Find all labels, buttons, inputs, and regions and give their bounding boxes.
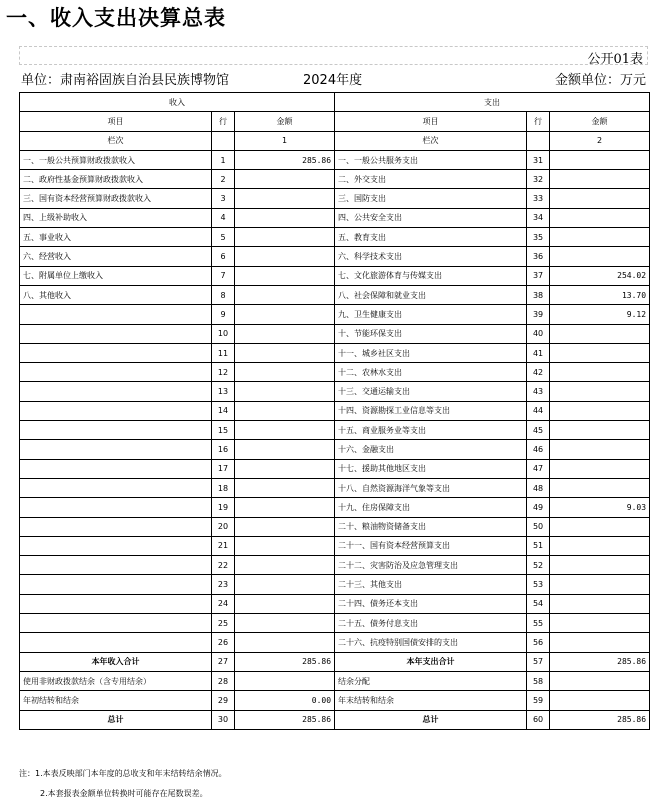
income-total-row-no: 27 — [212, 652, 235, 671]
income-row-no: 7 — [212, 266, 235, 285]
table-row — [20, 517, 650, 536]
expense-item: 四、公共安全支出 — [335, 208, 527, 227]
expense-item: 二十一、国有资本经营预算支出 — [335, 536, 527, 555]
income-amount — [235, 208, 335, 227]
table-row — [20, 305, 650, 324]
total-row — [20, 691, 650, 710]
expense-amount — [550, 478, 650, 497]
expense-row-no: 56 — [527, 633, 550, 652]
expense-item: 十三、交通运输支出 — [335, 382, 527, 401]
income-amount — [235, 556, 335, 575]
income-row-no: 14 — [212, 401, 235, 420]
income-row-no: 24 — [212, 594, 235, 613]
income-item: 七、附属单位上缴收入 — [20, 266, 212, 285]
income-amount — [235, 247, 335, 266]
income-item — [20, 575, 212, 594]
expense-section-header: 支出 — [335, 93, 650, 112]
income-row-no: 4 — [212, 208, 235, 227]
expense-total-amount — [550, 691, 650, 710]
expense-item: 二十六、抗疫特别国债安排的支出 — [335, 633, 527, 652]
expense-amount — [550, 247, 650, 266]
income-row-no: 10 — [212, 324, 235, 343]
income-item — [20, 556, 212, 575]
expense-amount-header: 金额 — [550, 112, 650, 131]
income-item — [20, 459, 212, 478]
expense-total-row-no: 57 — [527, 652, 550, 671]
expense-item: 七、文化旅游体育与传媒支出 — [335, 266, 527, 285]
expense-row-no: 50 — [527, 517, 550, 536]
expense-amount — [550, 633, 650, 652]
income-item — [20, 305, 212, 324]
table-row — [20, 459, 650, 478]
expense-item: 二十三、其他支出 — [335, 575, 527, 594]
expense-amount — [550, 170, 650, 189]
expense-amount: 9.03 — [550, 498, 650, 517]
income-total-amount: 285.86 — [235, 710, 335, 729]
expense-amount — [550, 150, 650, 169]
table-row — [20, 614, 650, 633]
amount-unit-label: 金额单位：万元 — [554, 73, 646, 88]
table-row — [20, 536, 650, 555]
expense-amount — [550, 382, 650, 401]
table-row — [20, 421, 650, 440]
expense-total-label: 年末结转和结余 — [335, 691, 527, 710]
expense-amount — [550, 575, 650, 594]
table-row — [20, 498, 650, 517]
income-item — [20, 478, 212, 497]
table-row — [20, 575, 650, 594]
page-title: 一、收入支出决算总表 — [6, 6, 226, 30]
expense-row-no: 38 — [527, 285, 550, 304]
income-item — [20, 401, 212, 420]
expense-item: 三、国防支出 — [335, 189, 527, 208]
income-col-index-1: 1 — [235, 131, 335, 150]
expense-item: 十八、自然资源海洋气象等支出 — [335, 478, 527, 497]
income-item: 四、上级补助收入 — [20, 208, 212, 227]
table-row — [20, 478, 650, 497]
expense-col-index-label: 栏次 — [335, 131, 527, 150]
income-item — [20, 382, 212, 401]
expense-row-no: 41 — [527, 343, 550, 362]
expense-row-no: 35 — [527, 228, 550, 247]
income-row-no: 3 — [212, 189, 235, 208]
income-row-no: 23 — [212, 575, 235, 594]
expense-item: 十七、援助其他地区支出 — [335, 459, 527, 478]
expense-col-index-2: 2 — [550, 131, 650, 150]
income-amount — [235, 382, 335, 401]
expense-row-no: 37 — [527, 266, 550, 285]
total-row — [20, 652, 650, 671]
income-total-amount — [235, 671, 335, 690]
income-item — [20, 324, 212, 343]
expense-row-header: 行 — [527, 112, 550, 131]
expense-amount: 13.70 — [550, 285, 650, 304]
income-item — [20, 363, 212, 382]
income-item: 六、经营收入 — [20, 247, 212, 266]
form-code: 公开01表 — [587, 52, 643, 67]
income-amount — [235, 478, 335, 497]
expense-amount — [550, 324, 650, 343]
expense-total-row-no: 58 — [527, 671, 550, 690]
income-total-label: 总计 — [20, 710, 212, 729]
income-row-no: 16 — [212, 440, 235, 459]
expense-amount — [550, 363, 650, 382]
income-total-row-no: 28 — [212, 671, 235, 690]
expense-amount — [550, 228, 650, 247]
income-amount — [235, 363, 335, 382]
total-row — [20, 671, 650, 690]
header-row-sections — [20, 93, 650, 112]
expense-row-no: 45 — [527, 421, 550, 440]
expense-total-label: 总计 — [335, 710, 527, 729]
income-item — [20, 440, 212, 459]
expense-row-no: 54 — [527, 594, 550, 613]
expense-item: 十二、农林水支出 — [335, 363, 527, 382]
expense-total-label: 本年支出合计 — [335, 652, 527, 671]
table-row — [20, 189, 650, 208]
income-amount — [235, 594, 335, 613]
expense-amount: 254.02 — [550, 266, 650, 285]
expense-row-no: 31 — [527, 150, 550, 169]
income-row-no: 5 — [212, 228, 235, 247]
income-item — [20, 343, 212, 362]
expense-row-no: 32 — [527, 170, 550, 189]
income-total-label: 本年收入合计 — [20, 652, 212, 671]
income-amount — [235, 575, 335, 594]
expense-amount — [550, 343, 650, 362]
expense-amount — [550, 459, 650, 478]
income-row-no: 19 — [212, 498, 235, 517]
expense-row-no: 51 — [527, 536, 550, 555]
expense-item: 八、社会保障和就业支出 — [335, 285, 527, 304]
income-row-no: 1 — [212, 150, 235, 169]
expense-item: 二十五、债务付息支出 — [335, 614, 527, 633]
expense-amount — [550, 614, 650, 633]
expense-item: 二十二、灾害防治及应急管理支出 — [335, 556, 527, 575]
income-item: 三、国有资本经营预算财政拨款收入 — [20, 189, 212, 208]
income-row-no: 6 — [212, 247, 235, 266]
expense-item: 十五、商业服务业等支出 — [335, 421, 527, 440]
income-row-no: 9 — [212, 305, 235, 324]
income-amount — [235, 498, 335, 517]
income-amount — [235, 228, 335, 247]
income-row-no: 17 — [212, 459, 235, 478]
note-1: 注：1.本表反映部门本年度的总收支和年末结转结余情况。 — [19, 769, 227, 778]
unit-row — [19, 66, 648, 90]
income-item: 二、政府性基金预算财政拨款收入 — [20, 170, 212, 189]
expense-amount — [550, 440, 650, 459]
expense-row-no: 42 — [527, 363, 550, 382]
income-total-label: 年初结转和结余 — [20, 691, 212, 710]
header-row-columns — [20, 112, 650, 131]
income-amount — [235, 459, 335, 478]
income-total-row-no: 29 — [212, 691, 235, 710]
income-item: 八、其他收入 — [20, 285, 212, 304]
income-amount — [235, 266, 335, 285]
table-row — [20, 247, 650, 266]
income-row-no: 2 — [212, 170, 235, 189]
income-row-no: 25 — [212, 614, 235, 633]
expense-item: 十、节能环保支出 — [335, 324, 527, 343]
table-row — [20, 363, 650, 382]
income-row-no: 20 — [212, 517, 235, 536]
notes — [19, 764, 227, 804]
unit-label: 单位：肃南裕固族自治县民族博物馆 — [21, 73, 230, 88]
expense-row-no: 33 — [527, 189, 550, 208]
expense-item: 十四、资源勘探工业信息等支出 — [335, 401, 527, 420]
income-expense-table — [19, 92, 650, 730]
table-row — [20, 285, 650, 304]
expense-item: 十一、城乡社区支出 — [335, 343, 527, 362]
income-amount — [235, 324, 335, 343]
income-item-header: 项目 — [20, 112, 212, 131]
expense-amount — [550, 401, 650, 420]
expense-amount — [550, 517, 650, 536]
expense-item: 十六、金融支出 — [335, 440, 527, 459]
income-item — [20, 614, 212, 633]
header-row-col-index — [20, 131, 650, 150]
form-code-row — [19, 46, 648, 65]
expense-amount — [550, 556, 650, 575]
income-row-no: 13 — [212, 382, 235, 401]
note-2: 2.本套报表金额单位转换时可能存在尾数误差。 — [40, 789, 208, 798]
expense-item: 六、科学技术支出 — [335, 247, 527, 266]
income-amount — [235, 614, 335, 633]
table-row — [20, 401, 650, 420]
income-item — [20, 633, 212, 652]
expense-row-no: 53 — [527, 575, 550, 594]
expense-total-amount: 285.86 — [550, 652, 650, 671]
total-row — [20, 710, 650, 729]
income-row-no: 18 — [212, 478, 235, 497]
income-amount — [235, 421, 335, 440]
expense-amount — [550, 208, 650, 227]
income-total-amount: 0.00 — [235, 691, 335, 710]
table-row — [20, 440, 650, 459]
expense-item: 二十四、债务还本支出 — [335, 594, 527, 613]
income-total-amount: 285.86 — [235, 652, 335, 671]
expense-row-no: 55 — [527, 614, 550, 633]
expense-item: 九、卫生健康支出 — [335, 305, 527, 324]
income-amount — [235, 170, 335, 189]
table-row — [20, 228, 650, 247]
expense-item: 二、外交支出 — [335, 170, 527, 189]
income-amount-header: 金额 — [235, 112, 335, 131]
income-section-header: 收入 — [20, 93, 335, 112]
table-row — [20, 343, 650, 362]
expense-total-row-no: 60 — [527, 710, 550, 729]
expense-row-no: 48 — [527, 478, 550, 497]
expense-total-amount: 285.86 — [550, 710, 650, 729]
income-row-no: 11 — [212, 343, 235, 362]
expense-amount — [550, 536, 650, 555]
income-amount — [235, 189, 335, 208]
expense-item: 二十、粮油物资储备支出 — [335, 517, 527, 536]
income-item — [20, 421, 212, 440]
income-row-header: 行 — [212, 112, 235, 131]
expense-row-no: 49 — [527, 498, 550, 517]
expense-amount — [550, 594, 650, 613]
income-row-no: 15 — [212, 421, 235, 440]
expense-total-amount — [550, 671, 650, 690]
income-item: 一、一般公共预算财政拨款收入 — [20, 150, 212, 169]
table-row — [20, 324, 650, 343]
expense-row-no: 34 — [527, 208, 550, 227]
table-row — [20, 170, 650, 189]
income-item — [20, 594, 212, 613]
income-amount — [235, 305, 335, 324]
expense-row-no: 52 — [527, 556, 550, 575]
income-amount — [235, 536, 335, 555]
income-col-index-label: 栏次 — [20, 131, 212, 150]
table-row — [20, 633, 650, 652]
income-item — [20, 498, 212, 517]
income-row-no: 22 — [212, 556, 235, 575]
income-amount — [235, 517, 335, 536]
income-amount — [235, 401, 335, 420]
expense-row-no: 44 — [527, 401, 550, 420]
expense-item: 十九、住房保障支出 — [335, 498, 527, 517]
table-row — [20, 266, 650, 285]
expense-col-index-empty — [527, 131, 550, 150]
expense-row-no: 40 — [527, 324, 550, 343]
table-row — [20, 556, 650, 575]
expense-amount — [550, 189, 650, 208]
income-row-no: 21 — [212, 536, 235, 555]
expense-item: 一、一般公共服务支出 — [335, 150, 527, 169]
expense-amount — [550, 421, 650, 440]
expense-row-no: 39 — [527, 305, 550, 324]
expense-row-no: 46 — [527, 440, 550, 459]
expense-amount: 9.12 — [550, 305, 650, 324]
year-label: 2024年度 — [303, 73, 363, 88]
expense-item: 五、教育支出 — [335, 228, 527, 247]
expense-item-header: 项目 — [335, 112, 527, 131]
income-item — [20, 517, 212, 536]
income-amount — [235, 440, 335, 459]
expense-row-no: 47 — [527, 459, 550, 478]
income-amount — [235, 633, 335, 652]
income-total-row-no: 30 — [212, 710, 235, 729]
income-item — [20, 536, 212, 555]
expense-total-label: 结余分配 — [335, 671, 527, 690]
income-row-no: 12 — [212, 363, 235, 382]
income-total-label: 使用非财政拨款结余（含专用结余） — [20, 671, 212, 690]
income-item: 五、事业收入 — [20, 228, 212, 247]
income-amount: 285.86 — [235, 150, 335, 169]
income-col-index-empty — [212, 131, 235, 150]
expense-total-row-no: 59 — [527, 691, 550, 710]
expense-row-no: 36 — [527, 247, 550, 266]
income-amount — [235, 285, 335, 304]
table-row — [20, 150, 650, 169]
expense-row-no: 43 — [527, 382, 550, 401]
table-row — [20, 208, 650, 227]
income-row-no: 8 — [212, 285, 235, 304]
income-amount — [235, 343, 335, 362]
income-row-no: 26 — [212, 633, 235, 652]
table-row — [20, 382, 650, 401]
table-row — [20, 594, 650, 613]
